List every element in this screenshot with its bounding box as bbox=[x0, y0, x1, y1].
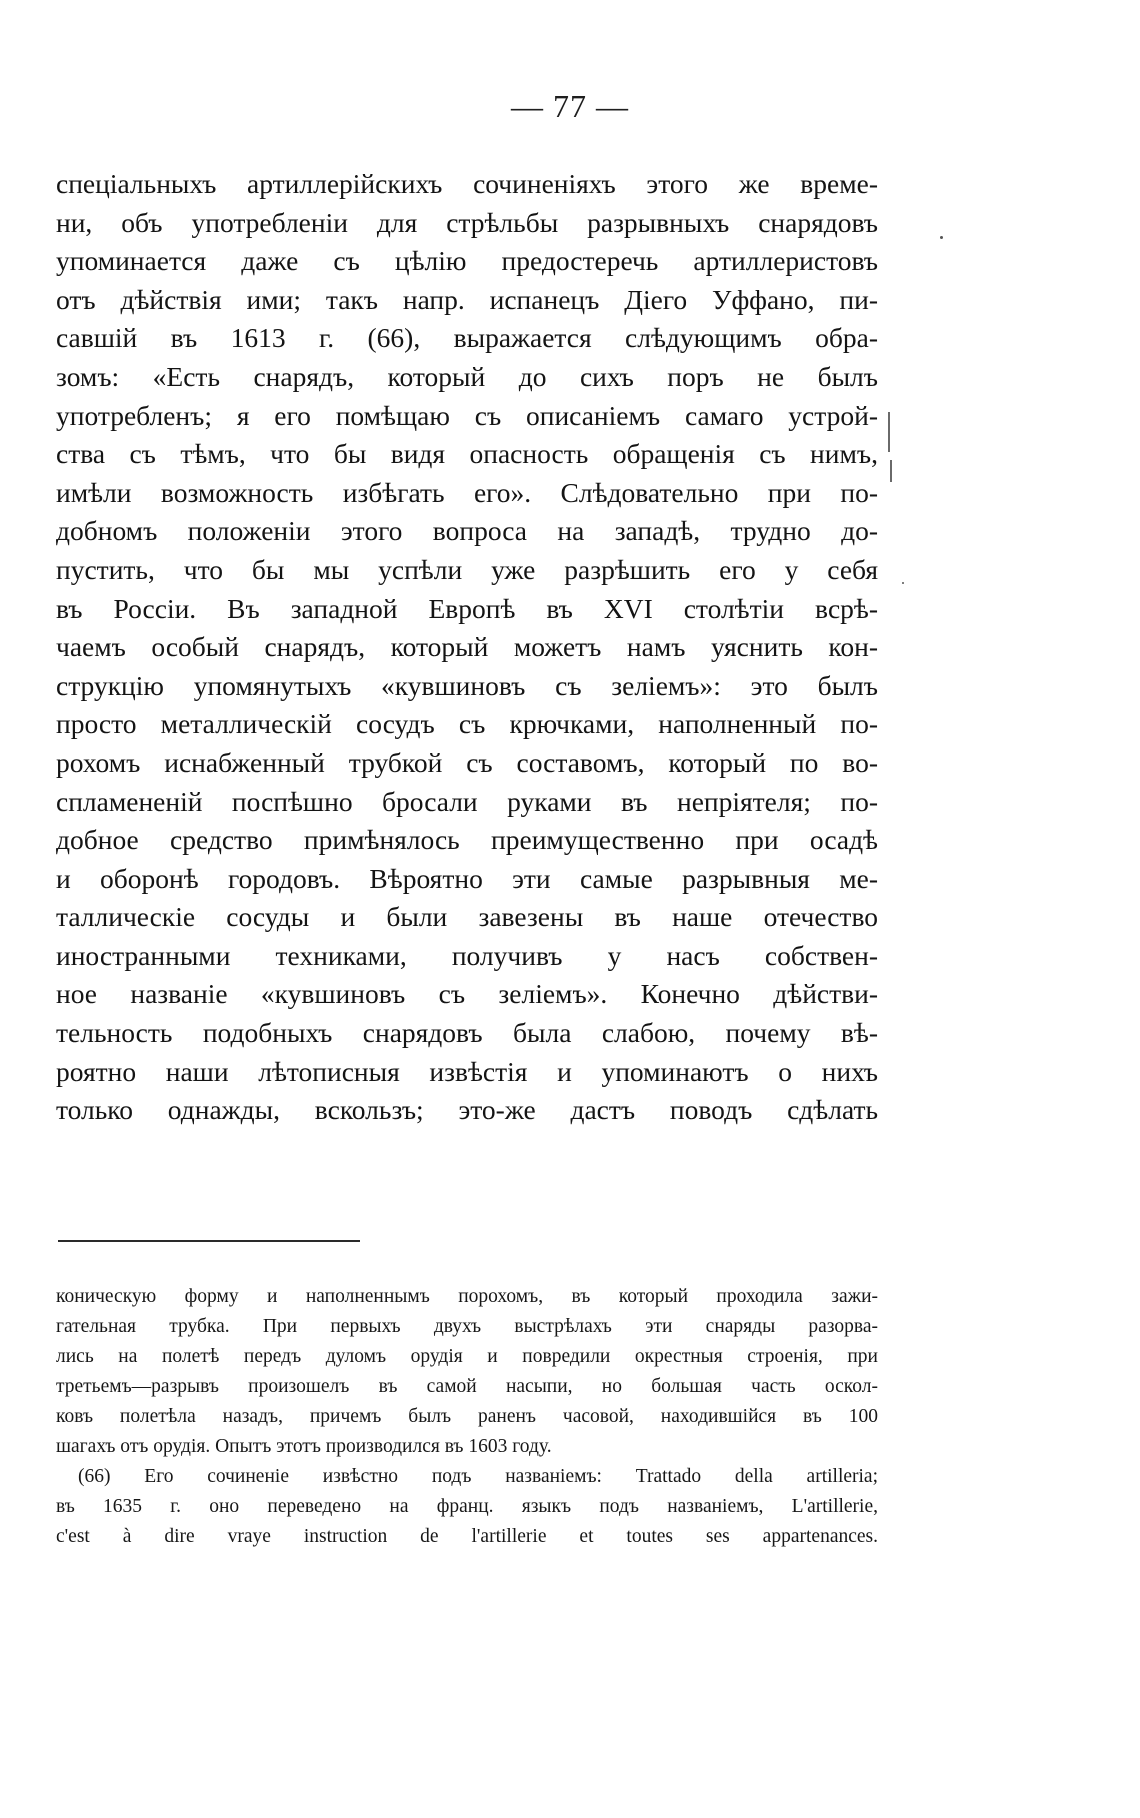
footnote-66-line bbox=[56, 1462, 878, 1492]
text-line: упоминается даже съ цѣлію предостеречь артиллеристовъ bbox=[56, 245, 878, 277]
text-line: струкцію упомянутыхъ «кувшиновъ съ зеліемъ»: это былъ bbox=[56, 669, 878, 701]
scan-margin-mark bbox=[890, 460, 892, 482]
footnote-line: шагахъ отъ орудія. Опытъ этотъ производился въ 1603 году. bbox=[56, 1436, 552, 1457]
footnote-line: лись на полетѣ передъ дуломъ орудія и повредили окрестныя строенія, при bbox=[56, 1346, 878, 1367]
text-line: добномъ положеніи этого вопроса на западѣ, трудно до- bbox=[56, 515, 878, 547]
footnote-66-line: въ 1635 г. оно переведено на франц. языкъ подъ названіемъ, L'artillerie, bbox=[56, 1496, 878, 1517]
page-number: — 77 — bbox=[511, 88, 629, 124]
text-line: таллическіе сосуды и были завезены въ наше отечество bbox=[56, 901, 878, 933]
text-line: только однажды, вскользъ; это-же дастъ поводъ сдѣлать bbox=[56, 1094, 878, 1126]
text-line: тельность подобныхъ снарядовъ была слабою, почему вѣ- bbox=[56, 1017, 878, 1049]
text-line: отъ дѣйствія ими; такъ напр. испанецъ Діего Уффано, пи- bbox=[56, 283, 878, 315]
text-line: иностранными техниками, получивъ у насъ собствен- bbox=[56, 939, 878, 971]
text-line: употребленъ; я его помѣщаю съ описаніемъ самаго устрой- bbox=[56, 399, 878, 431]
text-line: ное названіе «кувшиновъ съ зеліемъ». Конечно дѣйстви- bbox=[56, 978, 878, 1010]
text-line: въ Россіи. Въ западной Европѣ въ XVI столѣтіи вcрѣ- bbox=[56, 592, 878, 624]
text-line: зомъ: «Есть снарядъ, который до сихъ поръ не былъ bbox=[56, 360, 878, 392]
text-line: имѣли возможность избѣгать его». Слѣдовательно при по- bbox=[56, 476, 878, 508]
footnote-66-line: c'est à dire vraye instruction de l'artillerie et toutes ses appartenances. bbox=[56, 1526, 878, 1547]
scan-speck bbox=[902, 582, 904, 584]
text-line: и оборонѣ городовъ. Вѣроятно эти самые разрывныя ме- bbox=[56, 862, 878, 894]
text-line: спламененій поспѣшно бросали руками въ непріятеля; по- bbox=[56, 785, 878, 817]
scan-margin-mark bbox=[888, 412, 890, 452]
text-line: просто металлическій сосудъ съ крючками, наполненный по- bbox=[56, 708, 878, 740]
footnote-line: третьемъ—разрывъ произошелъ въ самой насыпи, но большая часть оскол- bbox=[56, 1376, 878, 1397]
text-line: спеціальныхъ артиллерійскихъ сочиненіяхъ этого же време- bbox=[56, 168, 878, 199]
text-line: пустить, что бы мы успѣли уже разрѣшить его у себя bbox=[56, 553, 878, 585]
footnote-line: коническую форму и наполненнымъ порохомъ, въ который проходила зажи- bbox=[56, 1286, 878, 1307]
footnote-66-marker: (66) bbox=[78, 1466, 111, 1487]
text-line: рохомъ иснабженный трубкой съ составомъ, который по во- bbox=[56, 746, 878, 778]
text-line: ства съ тѣмъ, что бы видя опасность обращенія съ нимъ, bbox=[56, 438, 878, 470]
text-line: роятно наши лѣтописныя извѣстія и упоминаютъ о нихъ bbox=[56, 1055, 878, 1087]
footnote-line: ковъ полетѣла назадъ, причемъ былъ раненъ часовой, находившійся въ 100 bbox=[56, 1406, 878, 1427]
main-text-block bbox=[56, 165, 878, 1130]
text-line: чаемъ особый снарядъ, который можетъ намъ уяснить кон- bbox=[56, 631, 878, 663]
text-line: добное средство примѣнялось преимущественно при осадѣ bbox=[56, 824, 878, 856]
footnotes-block bbox=[56, 1282, 878, 1552]
footnote-66-text: Его сочиненіе извѣстно подъ названіемъ: Trattado della artilleria; bbox=[144, 1466, 878, 1487]
scan-speck bbox=[940, 236, 943, 239]
footnote-line: гательная трубка. При первыхъ двухъ выстрѣлахъ эти снаряды разорва- bbox=[56, 1316, 878, 1337]
footnote-divider bbox=[58, 1240, 360, 1242]
text-line: ни, объ употребленіи для стрѣльбы разрывныхъ снарядовъ bbox=[56, 206, 878, 238]
text-line: савшій въ 1613 г. (66), выражается слѣдующимъ обра- bbox=[56, 322, 878, 354]
